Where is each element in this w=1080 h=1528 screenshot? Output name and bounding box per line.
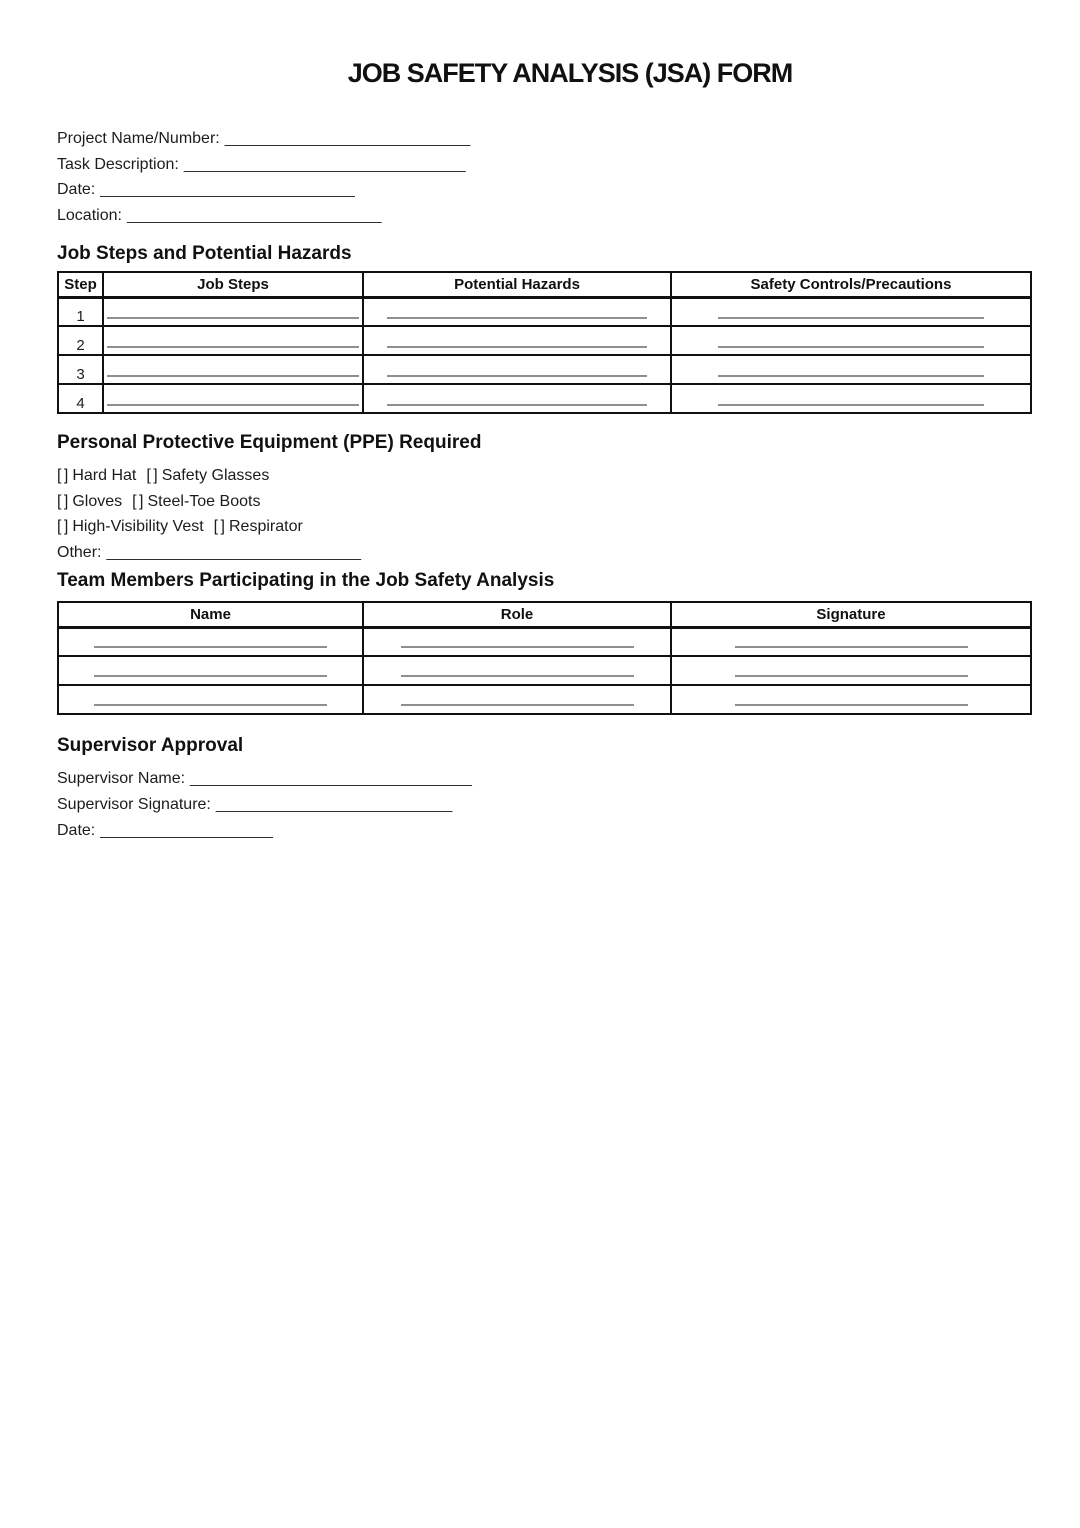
checkbox-high-visibility-vest[interactable]: [ ] [57,518,68,535]
checkbox-safety-glasses[interactable]: [ ] [146,467,157,484]
col-header-step: Step [58,272,103,297]
supervisor-date-label: Date: [57,822,96,839]
checkbox-steel-toe-boots[interactable]: [ ] [132,492,143,510]
team-signature-cell [671,656,1031,685]
field-task-description [57,152,1028,178]
team-signature-blank-line[interactable] [735,675,968,677]
section-heading-job-steps: Job Steps and Potential Hazards [57,243,352,264]
field-ppe-other [57,540,1028,566]
job-steps-cell [103,355,363,384]
safety-controls-cell [671,355,1031,384]
col-header-role: Role [363,602,671,627]
supervisor-signature-blank-line[interactable]: __________________________ [215,796,453,813]
potential-hazards-cell [363,355,671,384]
team-signature-blank-line[interactable] [735,646,968,648]
ppe-label-steel-toe-boots: Steel-Toe Boots [147,492,261,510]
potential-hazards-blank-line[interactable] [387,375,647,377]
job-step-row-4 [58,384,1031,413]
team-name-blank-line[interactable] [94,675,327,677]
team-name-cell [58,685,363,714]
header-fields [57,126,1028,228]
ppe-other-label: Other: [57,543,102,561]
supervisor-date-blank-line[interactable]: ___________________ [100,822,274,839]
team-role-cell [363,627,671,656]
team-role-blank-line[interactable] [401,675,634,677]
checkbox-gloves[interactable]: [ ] [57,492,68,510]
ppe-label-respirator: Respirator [229,518,303,535]
step-number-4: 4 [58,384,103,413]
ppe-other-blank-line[interactable]: ____________________________ [106,543,362,561]
project-name-label: Project Name/Number: [57,130,220,147]
potential-hazards-blank-line[interactable] [387,346,647,348]
team-name-cell [58,656,363,685]
ppe-label-hard-hat: Hard Hat [72,467,137,484]
job-step-row-1 [58,297,1031,326]
date-blank-line[interactable]: ____________________________ [100,181,356,198]
section-heading-supervisor: Supervisor Approval [57,735,244,756]
section-heading-team: Team Members Participating in the Job Safety Analysis [57,570,555,591]
job-steps-table [57,271,1032,414]
job-steps-header-row [58,272,1031,297]
field-supervisor-name [57,766,1028,792]
safety-controls-cell [671,297,1031,326]
safety-controls-blank-line[interactable] [718,317,984,319]
col-header-potential-hazards: Potential Hazards [363,272,671,297]
job-steps-cell [103,326,363,355]
col-header-job-steps: Job Steps [103,272,363,297]
job-steps-blank-line[interactable] [107,346,359,348]
page-title: JOB SAFETY ANALYSIS (JSA) FORM [347,58,793,88]
team-header-row [58,602,1031,627]
job-steps-blank-line[interactable] [107,404,359,406]
team-name-blank-line[interactable] [94,704,327,706]
safety-controls-blank-line[interactable] [718,346,984,348]
col-header-safety-controls: Safety Controls/Precautions [671,272,1031,297]
date-label: Date: [57,181,96,198]
supervisor-approval-fields [57,766,1028,844]
ppe-label-high-visibility-vest: High-Visibility Vest [72,518,204,535]
team-role-blank-line[interactable] [401,646,634,648]
safety-controls-blank-line[interactable] [718,375,984,377]
col-header-name: Name [58,602,363,627]
supervisor-signature-label: Supervisor Signature: [57,796,211,813]
job-step-row-3 [58,355,1031,384]
safety-controls-blank-line[interactable] [718,404,984,406]
field-project-name [57,126,1028,152]
team-name-cell [58,627,363,656]
field-date [57,177,1028,203]
potential-hazards-cell [363,297,671,326]
job-steps-cell [103,384,363,413]
task-description-blank-line[interactable]: _______________________________ [183,155,466,173]
job-steps-blank-line[interactable] [107,317,359,319]
team-signature-cell [671,685,1031,714]
team-signature-cell [671,627,1031,656]
team-signature-blank-line[interactable] [735,704,968,706]
potential-hazards-cell [363,384,671,413]
safety-controls-cell [671,384,1031,413]
ppe-row-1 [57,463,1028,489]
location-blank-line[interactable]: ____________________________ [126,206,382,224]
field-supervisor-signature [57,792,1028,818]
team-row-2 [58,656,1031,685]
team-row-1 [58,627,1031,656]
col-header-signature: Signature [671,602,1031,627]
step-number-1: 1 [58,297,103,326]
checkbox-respirator[interactable]: [ ] [213,518,224,535]
job-steps-cell [103,297,363,326]
project-name-blank-line[interactable]: ___________________________ [224,130,471,147]
potential-hazards-blank-line[interactable] [387,404,647,406]
team-name-blank-line[interactable] [94,646,327,648]
team-role-cell [363,685,671,714]
ppe-label-safety-glasses: Safety Glasses [161,467,270,484]
ppe-row-3 [57,514,1028,540]
checkbox-hard-hat[interactable]: [ ] [57,467,68,484]
field-supervisor-date [57,818,1028,844]
team-row-3 [58,685,1031,714]
team-role-blank-line[interactable] [401,704,634,706]
field-location [57,203,1028,229]
task-description-label: Task Description: [57,155,179,173]
step-number-3: 3 [58,355,103,384]
supervisor-name-label: Supervisor Name: [57,770,186,787]
ppe-checkbox-list [57,463,1028,565]
location-label: Location: [57,206,122,224]
safety-controls-cell [671,326,1031,355]
section-heading-ppe: Personal Protective Equipment (PPE) Required [57,432,482,453]
ppe-row-2 [57,489,1028,515]
team-role-cell [363,656,671,685]
job-step-row-2 [58,326,1031,355]
team-table [57,601,1032,715]
potential-hazards-blank-line[interactable] [387,317,647,319]
step-number-2: 2 [58,326,103,355]
potential-hazards-cell [363,326,671,355]
supervisor-name-blank-line[interactable]: _______________________________ [190,770,473,787]
job-steps-blank-line[interactable] [107,375,359,377]
ppe-label-gloves: Gloves [72,492,123,510]
